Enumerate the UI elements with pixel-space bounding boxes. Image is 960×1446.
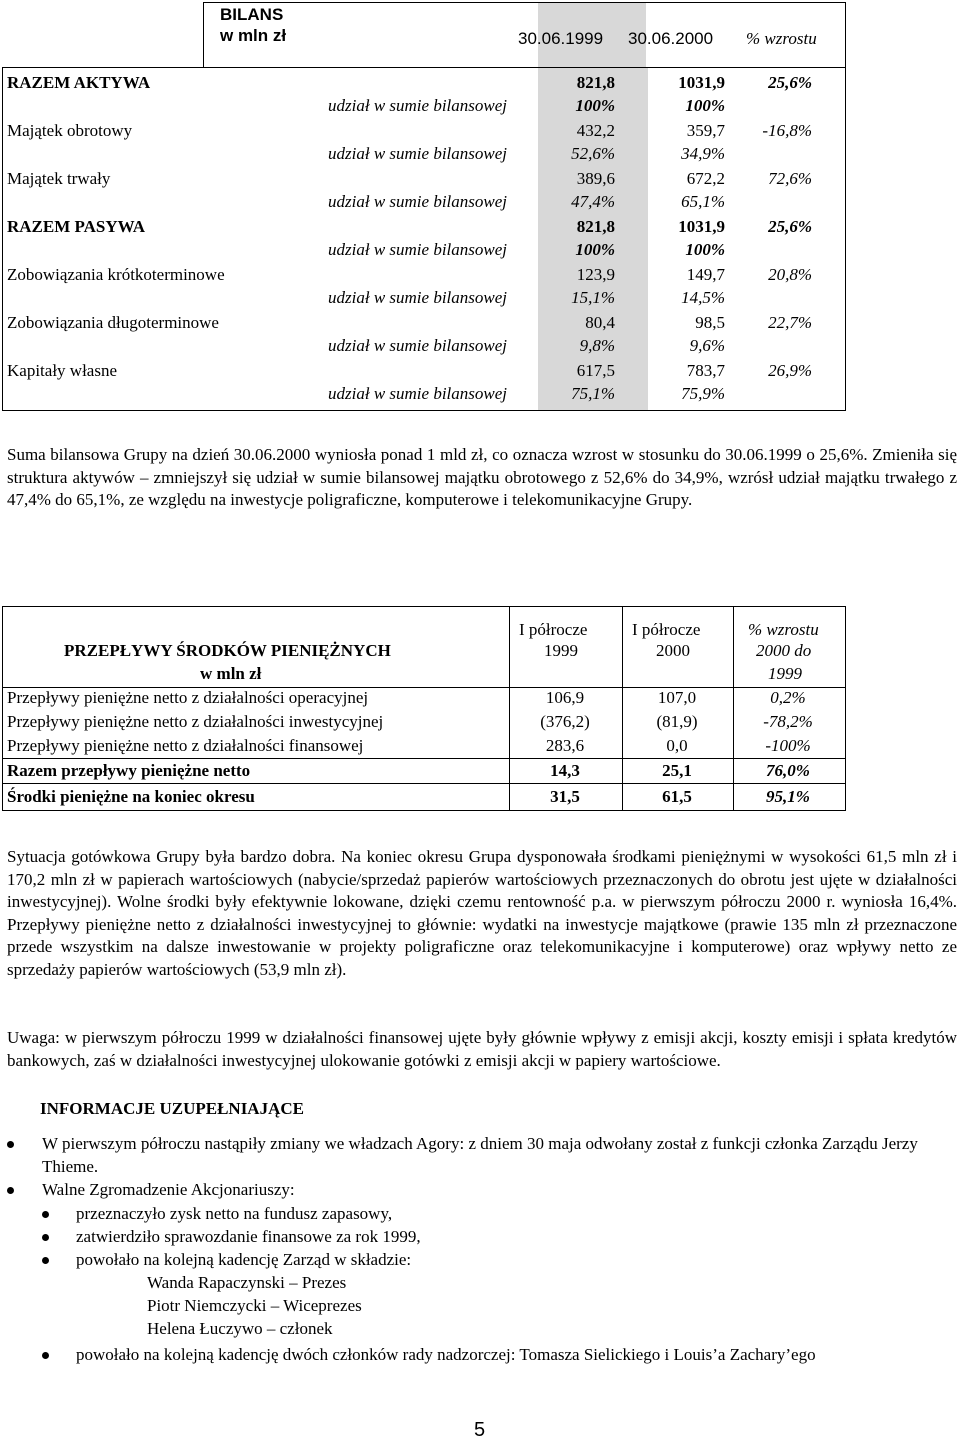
balance-growth: 72,6% (768, 169, 812, 188)
share-label: udział w sumie bilansowej (328, 144, 507, 163)
share-2000: 100% (685, 240, 725, 259)
balance-row-label: Zobowiązania długoterminowe (7, 313, 219, 332)
cashflow-growth: 95,1% (766, 787, 810, 806)
cashflow-value-2000: (81,9) (656, 712, 698, 731)
share-1999: 75,1% (571, 384, 615, 403)
bullet-dot (7, 1141, 14, 1148)
page-number: 5 (474, 1419, 486, 1441)
cashflow-value-2000: 107,0 (657, 688, 697, 707)
balance-value-1999: 617,5 (576, 361, 615, 380)
balance-growth: -16,8% (762, 121, 812, 140)
balance-growth: 20,8% (768, 265, 812, 284)
balance-col3-header: % wzrostu (746, 29, 817, 48)
share-2000: 75,9% (681, 384, 725, 403)
share-1999: 100% (575, 96, 615, 115)
balance-value-1999: 821,8 (576, 217, 615, 236)
cashflow-value-1999: 283,6 (545, 736, 585, 755)
board-member-2: Piotr Niemczycki – Wiceprezes (147, 1296, 362, 1315)
balance-value-2000: 98,5 (695, 313, 725, 332)
cashflow-col1-header-a: I półrocze (519, 620, 588, 639)
share-label: udział w sumie bilansowej (328, 288, 507, 307)
cashflow-col2-header-b: 2000 (656, 641, 690, 660)
info-sub-profit: przeznaczyło zysk netto na fundusz zapasowy, (76, 1204, 393, 1223)
balance-value-2000: 1031,9 (678, 217, 725, 236)
share-label: udział w sumie bilansowej (328, 336, 507, 355)
cashflow-unit: w mln zł (200, 664, 262, 683)
balance-title: BILANS (220, 5, 284, 24)
cashflow-growth: 76,0% (766, 761, 810, 780)
balance-col1-header: 30.06.1999 (518, 29, 604, 48)
cashflow-col3-header-a: % wzrostu (748, 620, 819, 639)
cashflow-growth: -78,2% (763, 712, 813, 731)
cashflow-col3-header-b: 2000 do (756, 641, 812, 660)
share-2000: 14,5% (681, 288, 725, 307)
balance-growth: 26,9% (768, 361, 812, 380)
share-1999: 100% (575, 240, 615, 259)
balance-row-label: Zobowiązania krótkoterminowe (7, 265, 225, 284)
cashflow-value-1999: 14,3 (550, 761, 580, 780)
cashflow-growth: 0,2% (770, 688, 806, 707)
balance-col2-header: 30.06.2000 (628, 29, 714, 48)
share-2000: 9,6% (689, 336, 725, 355)
share-2000: 100% (685, 96, 725, 115)
balance-value-2000: 1031,9 (678, 73, 725, 92)
balance-commentary: Suma bilansowa Grupy na dzień 30.06.2000 wyniosła ponad 1 mld zł, co oznacza wzrost w stosunku do 30.06.1999 o 25,6%. Zmieniła się struktura aktywów – zmniejszył się udział w sumie bilansowej majątku obrotowego z 52,6% do 34,9%, wzrósł udział majątku trwałego z 47,4% do 65,1%, ze względu na inwestycje poligraficzne, komputerowe i telekomunikacyjne Grupy. (7, 445, 957, 509)
cashflow-row-label: Razem przepływy pieniężne netto (7, 761, 251, 780)
share-1999: 15,1% (571, 288, 615, 307)
info-heading: INFORMACJE UZUPEŁNIAJĄCE (40, 1099, 304, 1118)
info-bullet-board-change: W pierwszym półroczu nastąpiły zmiany we władzach Agory: z dniem 30 maja odwołany został z funkcji członka Zarządu Jerzy Thieme. (42, 1134, 918, 1176)
cashflow-col1-header-b: 1999 (544, 641, 578, 660)
bullet-dot (42, 1352, 49, 1359)
balance-row-label: Majątek obrotowy (7, 121, 133, 140)
cashflow-title: PRZEPŁYWY ŚRODKÓW PIENIĘŻNYCH (64, 641, 391, 660)
cash-commentary: Sytuacja gotówkowa Grupy była bardzo dobra. Na koniec okresu Grupa dysponowała środkami pieniężnymi w wysokości 61,5 mln zł i 170,2 mln zł w papierach wartościowych (nabycie/sprzedaż papierów wartościowych przeznaczonych do obrotu jest ujęte w działalności inwestycyjnej). Wolne środki były efektywnie lokowane, dzięki czemu rentowność p.a. w pierwszym półroczu 2000 r. wyniosła 16,4%. Przepływy pieniężne netto z działalności inwestycyjnej to głównie: wydatki na inwestycje majątkowe (prawie 135 mln zł przeznaczone przede wszystkim na dalsze inwestowanie w projekty poligraficzne oraz telekomunikacyjne i komputerowe) oraz wpływy netto ze sprzedaży papierów wartościowych (53,9 mln zł). (7, 847, 957, 979)
balance-value-1999: 389,6 (576, 169, 615, 188)
share-label: udział w sumie bilansowej (328, 240, 507, 259)
board-member-1: Wanda Rapaczynski – Prezes (147, 1273, 347, 1292)
bullet-dot (42, 1257, 49, 1264)
balance-growth: 25,6% (768, 73, 812, 92)
info-sub-supervisory: powołało na kolejną kadencję dwóch członków rady nadzorczej: Tomasza Sielickiego i Louis’a Zachary’ego (76, 1345, 816, 1364)
cashflow-value-1999: 31,5 (550, 787, 580, 806)
cashflow-row-label: Przepływy pieniężne netto z działalności operacyjnej (7, 688, 369, 707)
cashflow-row-label: Środki pieniężne na koniec okresu (7, 787, 255, 806)
body-shade (538, 68, 648, 410)
cashflow-row-label: Przepływy pieniężne netto z działalności finansowej (7, 736, 364, 755)
bullet-dot (7, 1187, 14, 1194)
cashflow-value-2000: 61,5 (662, 787, 692, 806)
info-sub-report: zatwierdziło sprawozdanie finansowe za rok 1999, (76, 1227, 421, 1246)
cashflow-row-label: Przepływy pieniężne netto z działalności inwestycyjnej (7, 712, 384, 731)
cashflow-value-2000: 25,1 (662, 761, 692, 780)
share-label: udział w sumie bilansowej (328, 192, 507, 211)
cashflow-value-1999: 106,9 (545, 688, 585, 707)
balance-value-1999: 821,8 (576, 73, 615, 92)
balance-value-1999: 432,2 (576, 121, 615, 140)
cashflow-growth: -100% (765, 736, 811, 755)
info-sub-board: powołało na kolejną kadencję Zarząd w składzie: (76, 1250, 412, 1269)
balance-growth: 22,7% (768, 313, 812, 332)
board-member-3: Helena Łuczywo – członek (147, 1319, 333, 1338)
info-bullet-general-meeting: Walne Zgromadzenie Akcjonariuszy: (42, 1180, 295, 1199)
share-2000: 34,9% (681, 144, 725, 163)
cashflow-col3-header-c: 1999 (768, 664, 802, 683)
balance-row-label: RAZEM PASYWA (7, 217, 146, 236)
balance-row-label: RAZEM AKTYWA (7, 73, 151, 92)
balance-value-2000: 783,7 (686, 361, 725, 380)
balance-unit: w mln zł (220, 26, 287, 45)
balance-value-1999: 123,9 (576, 265, 615, 284)
share-label: udział w sumie bilansowej (328, 384, 507, 403)
share-2000: 65,1% (681, 192, 725, 211)
cashflow-col2-header-a: I półrocze (632, 620, 701, 639)
balance-row-label: Majątek trwały (7, 169, 111, 188)
share-1999: 52,6% (571, 144, 615, 163)
note-paragraph: Uwaga: w pierwszym półroczu 1999 w działalności finansowej ujęte były głównie wpływy z emisji akcji, koszty emisji i spłata kredytów bankowych, zaś w działalności inwestycyjnej ulokowanie gotówki z emisji akcji w papiery wartościowe. (7, 1028, 957, 1070)
balance-row-label: Kapitały własne (7, 361, 117, 380)
cashflow-value-2000: 0,0 (666, 736, 688, 755)
share-1999: 47,4% (571, 192, 615, 211)
balance-value-2000: 672,2 (686, 169, 725, 188)
balance-value-2000: 149,7 (686, 265, 725, 284)
balance-table (2, 67, 846, 411)
share-1999: 9,8% (579, 336, 615, 355)
bullet-dot (42, 1211, 49, 1218)
balance-value-2000: 359,7 (686, 121, 725, 140)
balance-growth: 25,6% (768, 217, 812, 236)
bullet-dot (42, 1234, 49, 1241)
cashflow-value-1999: (376,2) (540, 712, 590, 731)
share-label: udział w sumie bilansowej (328, 96, 507, 115)
balance-value-1999: 80,4 (585, 313, 615, 332)
